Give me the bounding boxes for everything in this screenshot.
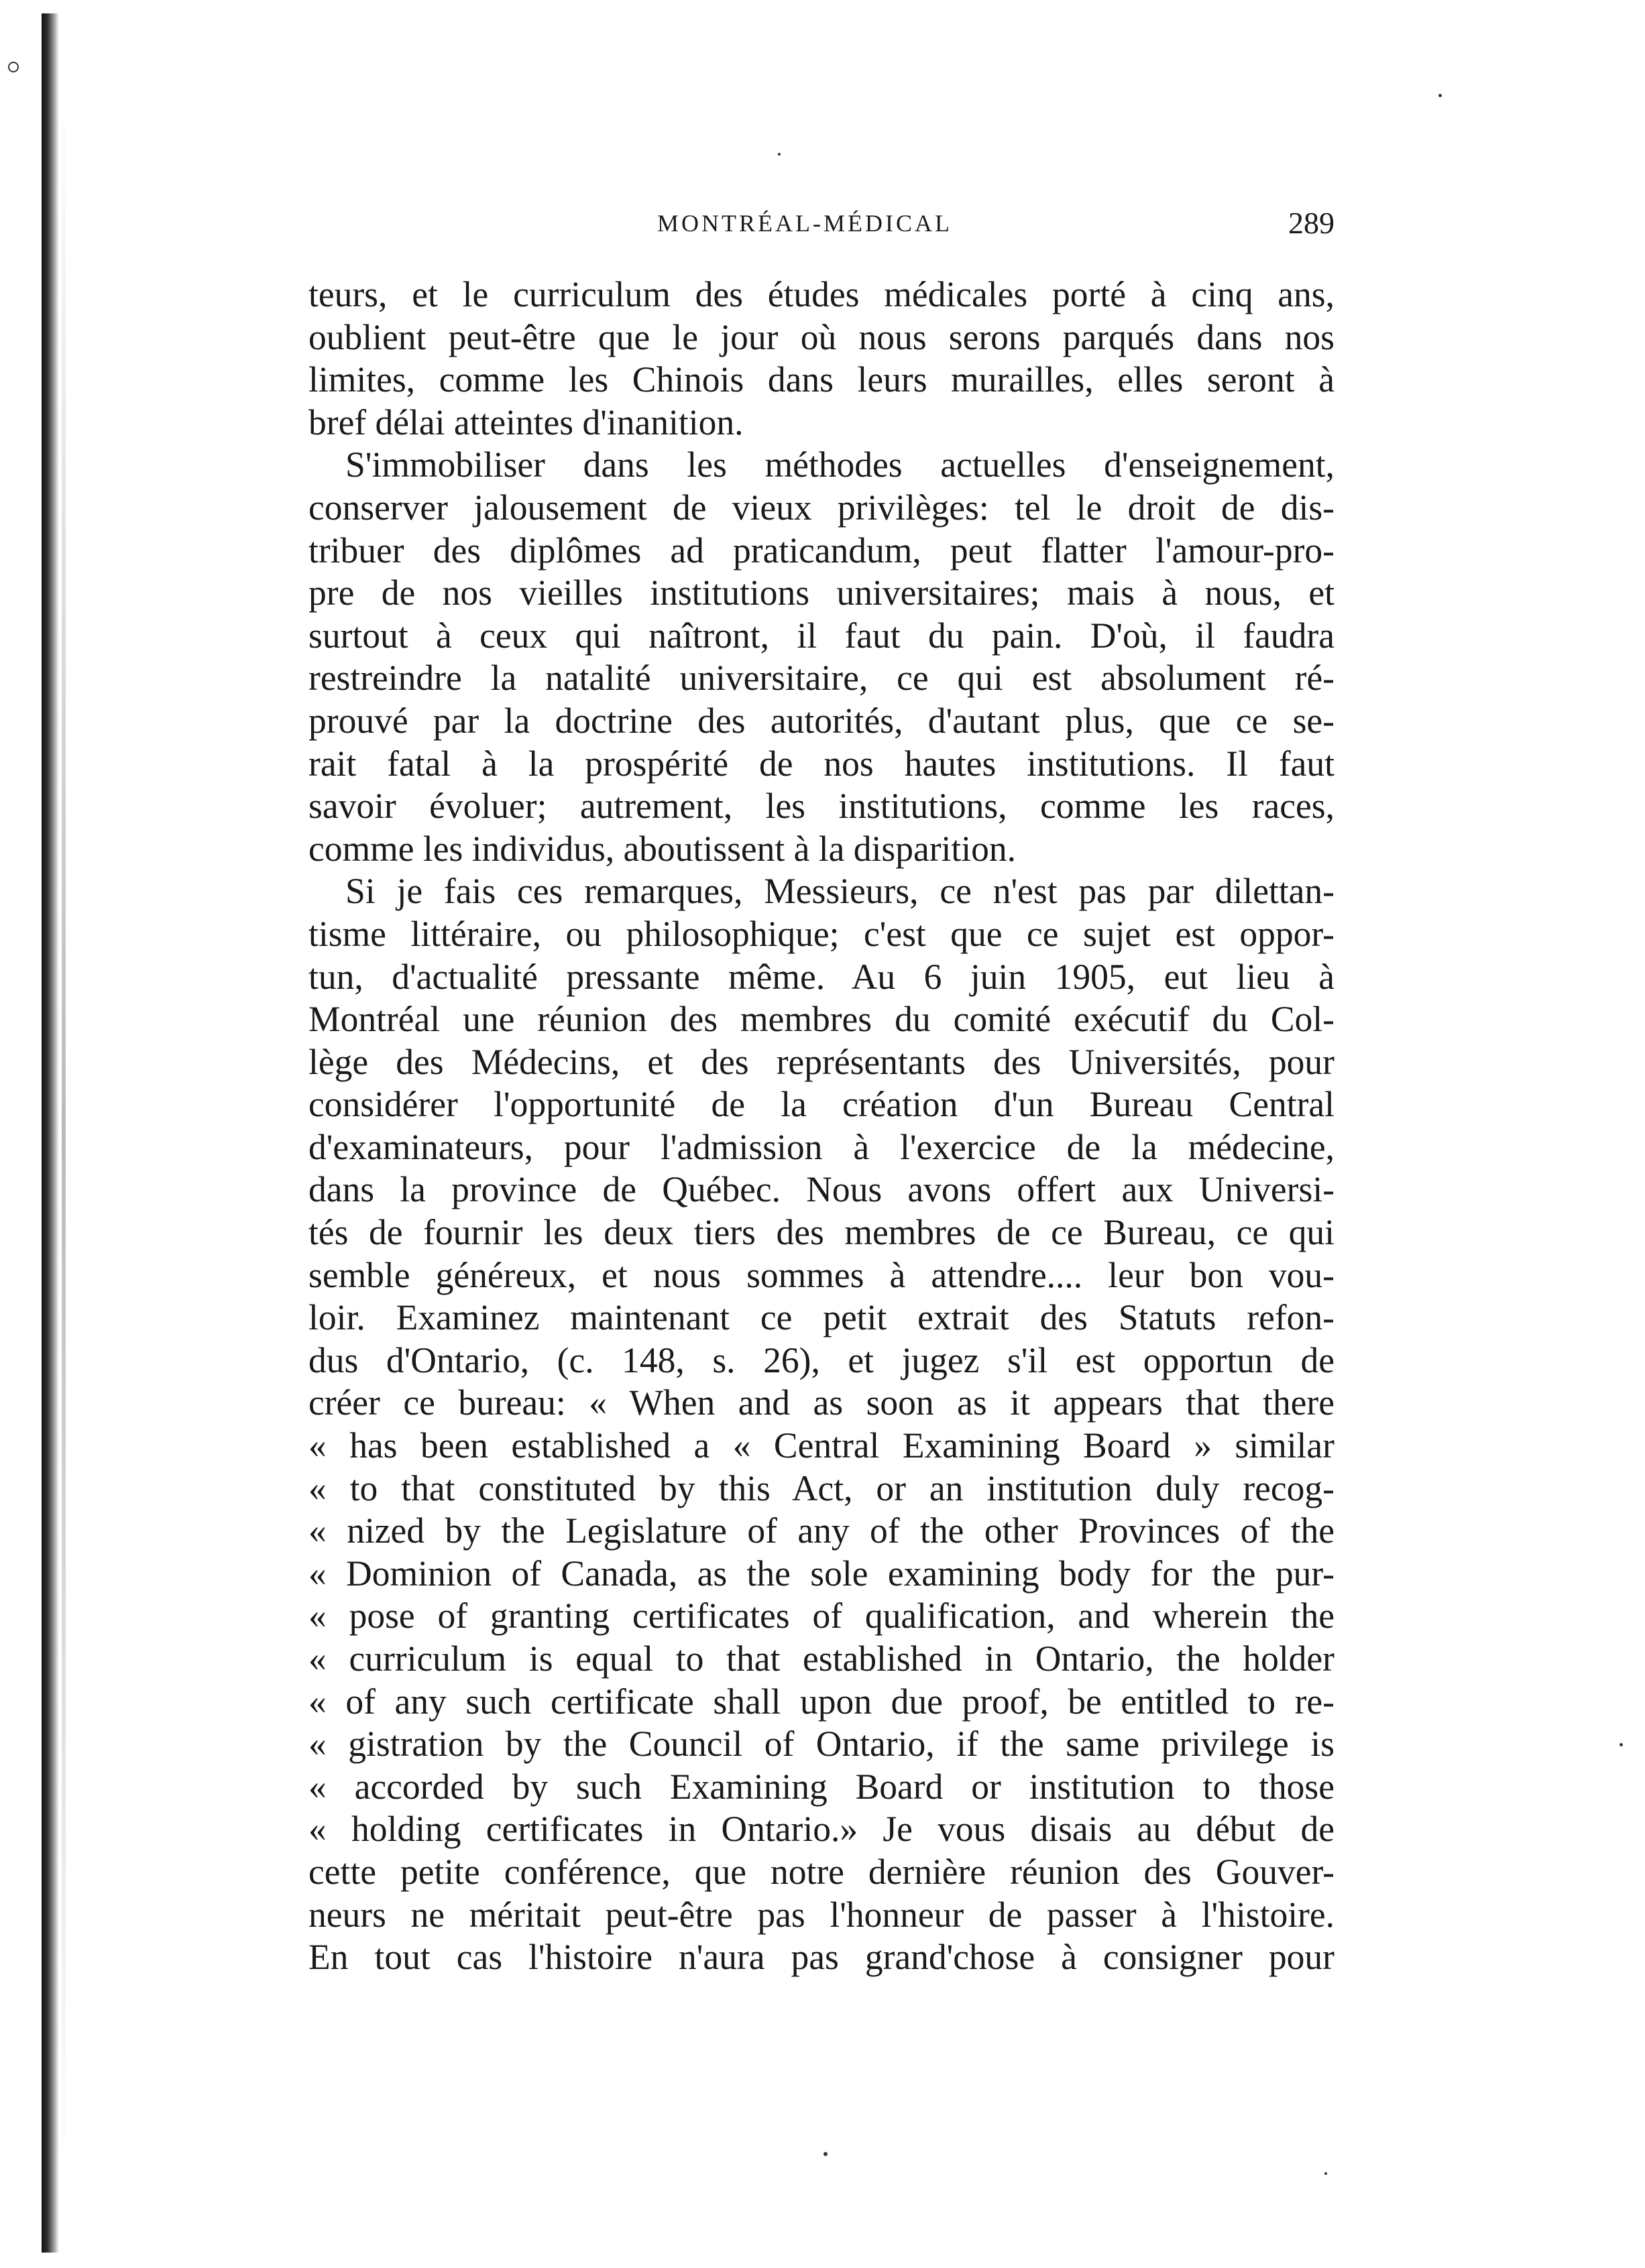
- page-number: 289: [1288, 206, 1335, 240]
- text-line: « gistration by the Council of Ontario, if the same privilege is: [308, 1724, 1335, 1765]
- text-line: neurs ne méritait peut-être pas l'honneur de passer à l'histoire.: [308, 1894, 1335, 1935]
- text-line: pre de nos vieilles institutions universitaires; mais à nous, et: [308, 573, 1335, 613]
- text-line: Si je fais ces remarques, Messieurs, ce n'est pas par dilettan-: [345, 871, 1335, 912]
- text-line: « to that constituted by this Act, or an institution duly recog-: [308, 1468, 1335, 1508]
- text-line: Montréal une réunion des membres du comité exécutif du Col-: [308, 999, 1335, 1040]
- text-line: « accorded by such Examining Board or institution to those: [308, 1766, 1335, 1807]
- text-line: d'examinateurs, pour l'admission à l'exercice de la médecine,: [308, 1126, 1335, 1167]
- page-binding-edge: [42, 13, 59, 2253]
- text-line: « has been established a « Central Examining Board » similar: [308, 1425, 1335, 1466]
- text-line: En tout cas l'histoire n'aura pas grand'chose à consigner pour: [308, 1937, 1335, 1978]
- page-binding-shadow: [62, 94, 66, 2172]
- text-line: savoir évoluer; autrement, les institutions, comme les races,: [308, 786, 1335, 827]
- text-line: oublient peut-être que le jour où nous serons parqués dans nos: [308, 316, 1335, 357]
- text-line: « curriculum is equal to that established in Ontario, the holder: [308, 1638, 1335, 1679]
- text-line: dus d'Ontario, (c. 148, s. 26), et jugez s'il est opportun de: [308, 1339, 1335, 1380]
- page-header: [308, 206, 1335, 249]
- text-line: S'immobiliser dans les méthodes actuelles d'enseignement,: [345, 444, 1335, 485]
- text-line: teurs, et le curriculum des études médicales porté à cinq ans,: [308, 274, 1335, 314]
- scan-speck: [824, 2152, 828, 2156]
- text-line: tés de fournir les deux tiers des membres de ce Bureau, ce qui: [308, 1212, 1335, 1253]
- text-line: rait fatal à la prospérité de nos hautes institutions. Il faut: [308, 743, 1335, 784]
- text-line: limites, comme les Chinois dans leurs murailles, elles seront à: [308, 359, 1335, 400]
- text-line: conserver jalousement de vieux privilèges: tel le droit de dis-: [308, 487, 1335, 528]
- text-line: loir. Examinez maintenant ce petit extrait des Statuts refon-: [308, 1297, 1335, 1338]
- scan-speck: [8, 62, 19, 72]
- scan-speck: [1620, 1743, 1623, 1746]
- running-title: MONTRÉAL-MÉDICAL: [657, 210, 952, 237]
- text-line: tisme littéraire, ou philosophique; c'est que ce sujet est oppor-: [308, 913, 1335, 954]
- text-line: restreindre la natalité universitaire, ce qui est absolument ré-: [308, 658, 1335, 699]
- text-line: « pose of granting certificates of qualification, and wherein the: [308, 1596, 1335, 1636]
- text-line: comme les individus, aboutissent à la disparition.: [308, 828, 1016, 869]
- text-line: tun, d'actualité pressante même. Au 6 juin 1905, eut lieu à: [308, 956, 1335, 997]
- text-line: prouvé par la doctrine des autorités, d'autant plus, que ce se-: [308, 700, 1335, 741]
- text-line: « nized by the Legislature of any of the other Provinces of the: [308, 1510, 1335, 1551]
- text-line: « holding certificates in Ontario.» Je vous disais au début de: [308, 1809, 1335, 1850]
- scan-speck: [778, 153, 781, 156]
- text-line: dans la province de Québec. Nous avons offert aux Universi-: [308, 1169, 1335, 1210]
- text-line: « of any such certificate shall upon due proof, be entitled to re-: [308, 1681, 1335, 1722]
- text-line: cette petite conférence, que notre dernière réunion des Gouver-: [308, 1851, 1335, 1892]
- text-line: considérer l'opportunité de la création d'un Bureau Central: [308, 1084, 1335, 1125]
- text-line: lège des Médecins, et des représentants des Universités, pour: [308, 1041, 1335, 1082]
- body-text: [308, 274, 1335, 1979]
- text-line: semble généreux, et nous sommes à attendre.... leur bon vou-: [308, 1254, 1335, 1295]
- text-line: bref délai atteintes d'inanition.: [308, 402, 744, 442]
- scan-speck: [1438, 94, 1442, 97]
- text-line: « Dominion of Canada, as the sole examining body for the pur-: [308, 1553, 1335, 1594]
- text-line: surtout à ceux qui naîtront, il faut du pain. D'où, il faudra: [308, 615, 1335, 656]
- text-line: créer ce bureau: « When and as soon as it appears that there: [308, 1382, 1335, 1423]
- scan-speck: [1324, 2172, 1327, 2175]
- text-line: tribuer des diplômes ad praticandum, peut flatter l'amour-pro-: [308, 530, 1335, 571]
